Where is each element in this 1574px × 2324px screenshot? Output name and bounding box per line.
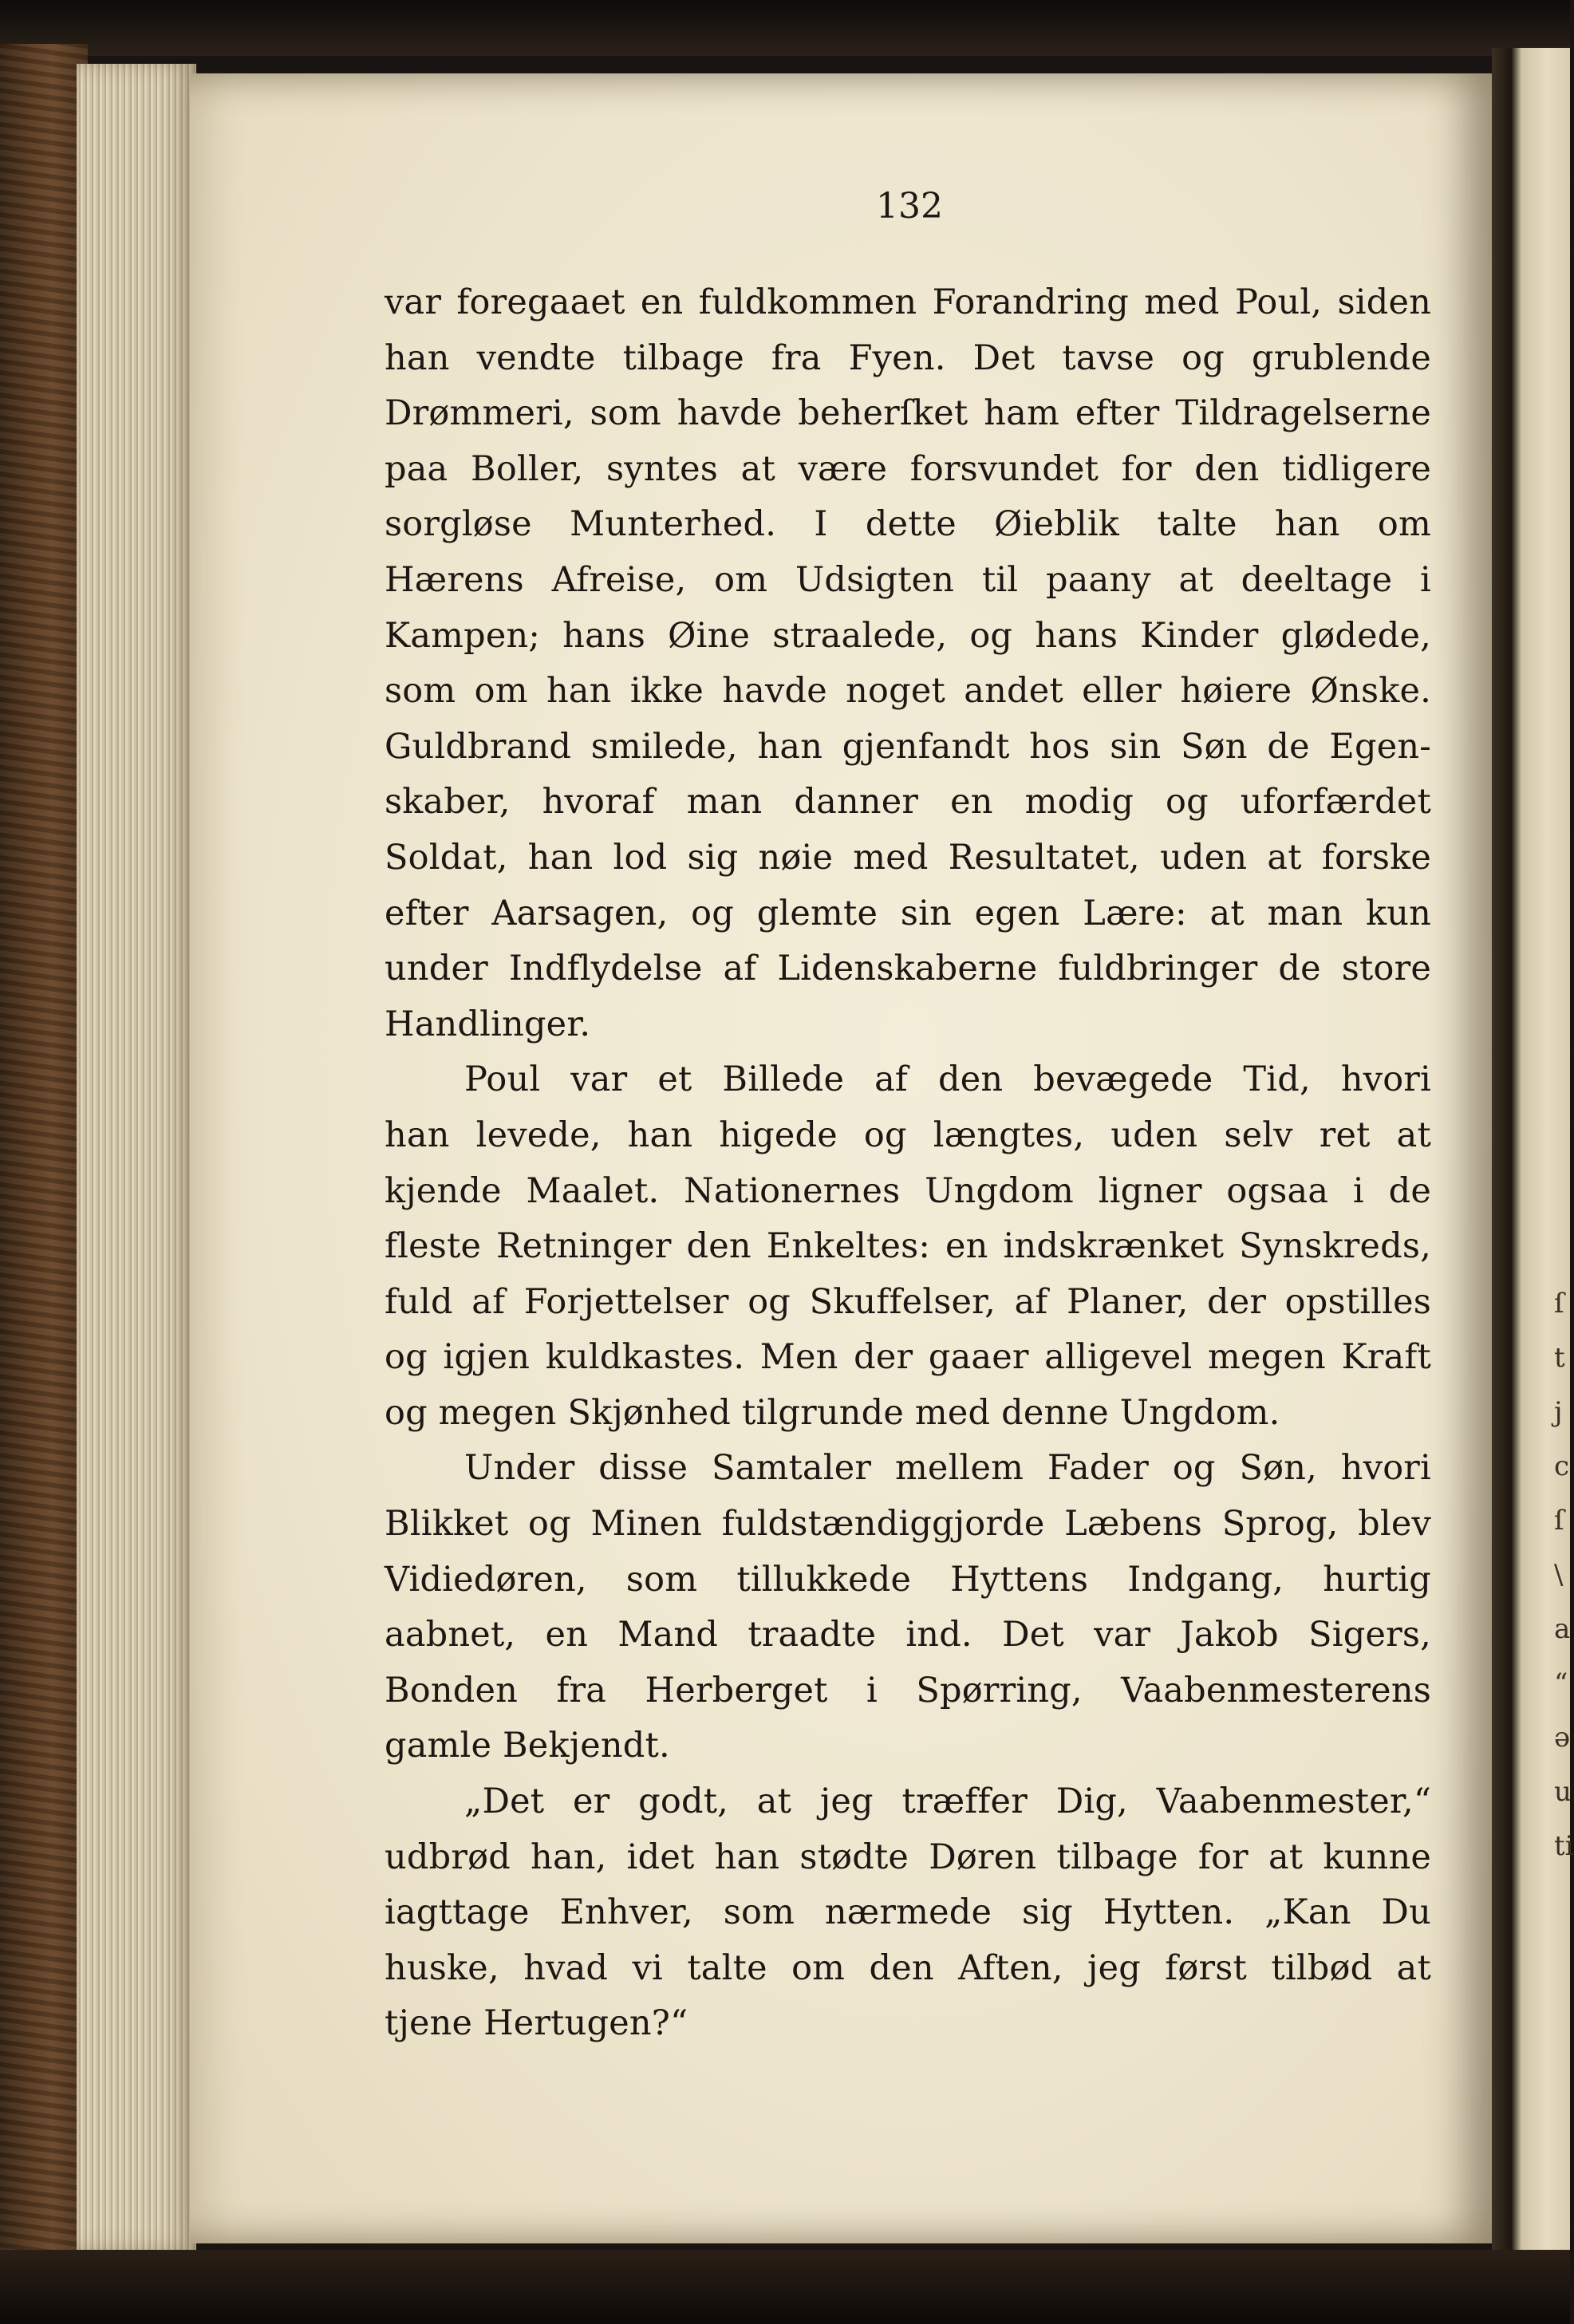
body-text: [385, 275, 1431, 2052]
scan-top-edge: [0, 0, 1570, 56]
text-line: var foregaaet en fuldkommen Forandring med Poul, siden: [385, 282, 1431, 322]
book-cover-edge: [0, 44, 88, 2270]
text-line: han vendte tilbage fra Fyen. Det tavse og grublende: [385, 337, 1431, 378]
text-line: skaber, hvoraf man danner en modig og uforfærdet: [385, 782, 1431, 823]
facing-page-glyph: j: [1554, 1396, 1563, 1428]
text-line: tjene Hertugen?“: [385, 2003, 688, 2044]
text-line: og igjen kuldkastes. Men der gaaer alligevel megen Kraft: [385, 1337, 1431, 1378]
text-line: huske, hvad vi talte om den Aften, jeg først tilbød at: [385, 1947, 1431, 1988]
text-line: Soldat, han lod sig nøie med Resultatet, uden at forske: [385, 837, 1431, 878]
text-line: Blikket og Minen fuldstændiggjorde Læbens Sprog, blev: [385, 1504, 1431, 1545]
text-line: Bonden fra Herberget i Spørring, Vaabenmesterens: [385, 1670, 1431, 1710]
text-line: kjende Maalet. Nationernes Ungdom ligner ogsaa i de: [385, 1170, 1431, 1211]
page-edge-stack: [77, 64, 196, 2250]
text-line: gamle Bekjendt.: [385, 1726, 670, 1766]
page-number: 132: [876, 186, 943, 227]
text-line: Vidiedøren, som tillukkede Hyttens Indgang, hurtig: [385, 1559, 1431, 1600]
facing-page-glyph: c: [1554, 1450, 1570, 1482]
facing-page-glyph: ti: [1554, 1830, 1574, 1862]
text-line: fuld af Forjettelser og Skuffelser, af Planer, der opstilles: [385, 1281, 1431, 1322]
text-line: Handlinger.: [385, 1004, 591, 1044]
facing-page-fragments: [1554, 1276, 1574, 1995]
text-line: Guldbrand smilede, han gjenfandt hos sin Søn de Egen-: [385, 726, 1431, 767]
facing-page-glyph: “: [1554, 1667, 1568, 1699]
text-line: Kampen; hans Øine straalede, og hans Kinder glødede,: [385, 615, 1431, 656]
facing-page-glyph: ə: [1554, 1722, 1571, 1754]
facing-page-glyph: t: [1554, 1342, 1565, 1374]
text-line: Poul var et Billede af den bevægede Tid, hvori: [464, 1059, 1431, 1100]
text-line: han levede, han higede og længtes, uden selv ret at: [385, 1115, 1431, 1155]
facing-page-glyph: ſ: [1554, 1288, 1564, 1320]
scan-bottom-edge: [0, 2250, 1570, 2324]
text-line: Under disse Samtaler mellem Fader og Søn, hvori: [464, 1448, 1431, 1489]
text-line: som om han ikke havde noget andet eller høiere Ønske.: [385, 671, 1431, 712]
text-line: iagttage Enhver, som nærmede sig Hytten. „Kan Du: [385, 1892, 1431, 1933]
text-line: fleste Retninger den Enkeltes: en indskrænket Synskreds,: [385, 1226, 1431, 1267]
text-line: aabnet, en Mand traadte ind. Det var Jakob Sigers,: [385, 1615, 1431, 1655]
text-line: Drømmeri, som havde beherſket ham efter Tildragelserne: [385, 393, 1431, 434]
facing-page-glyph: u: [1554, 1776, 1572, 1808]
facing-page-glyph: a: [1554, 1613, 1571, 1645]
text-line: efter Aarsagen, og glemte sin egen Lære: at man kun: [385, 893, 1431, 933]
text-line: og megen Skjønhed tilgrunde med denne Ungdom.: [385, 1392, 1280, 1433]
text-line: sorgløse Munterhed. I dette Øieblik talte han om: [385, 504, 1431, 545]
text-line: „Det er godt, at jeg træffer Dig, Vaabenmester,“: [464, 1781, 1431, 1822]
text-line: Hærens Afreise, om Udsigten til paany at deeltage i: [385, 559, 1431, 600]
text-line: paa Boller, syntes at være forsvundet for den tidligere: [385, 448, 1431, 489]
text-line: udbrød han, idet han stødte Døren tilbage for at kunne: [385, 1837, 1431, 1877]
text-line: under Indflydelse af Lidenskaberne fuldbringer de store: [385, 949, 1431, 989]
facing-page-glyph: ſ: [1554, 1505, 1564, 1537]
facing-page-glyph: \: [1554, 1559, 1564, 1591]
